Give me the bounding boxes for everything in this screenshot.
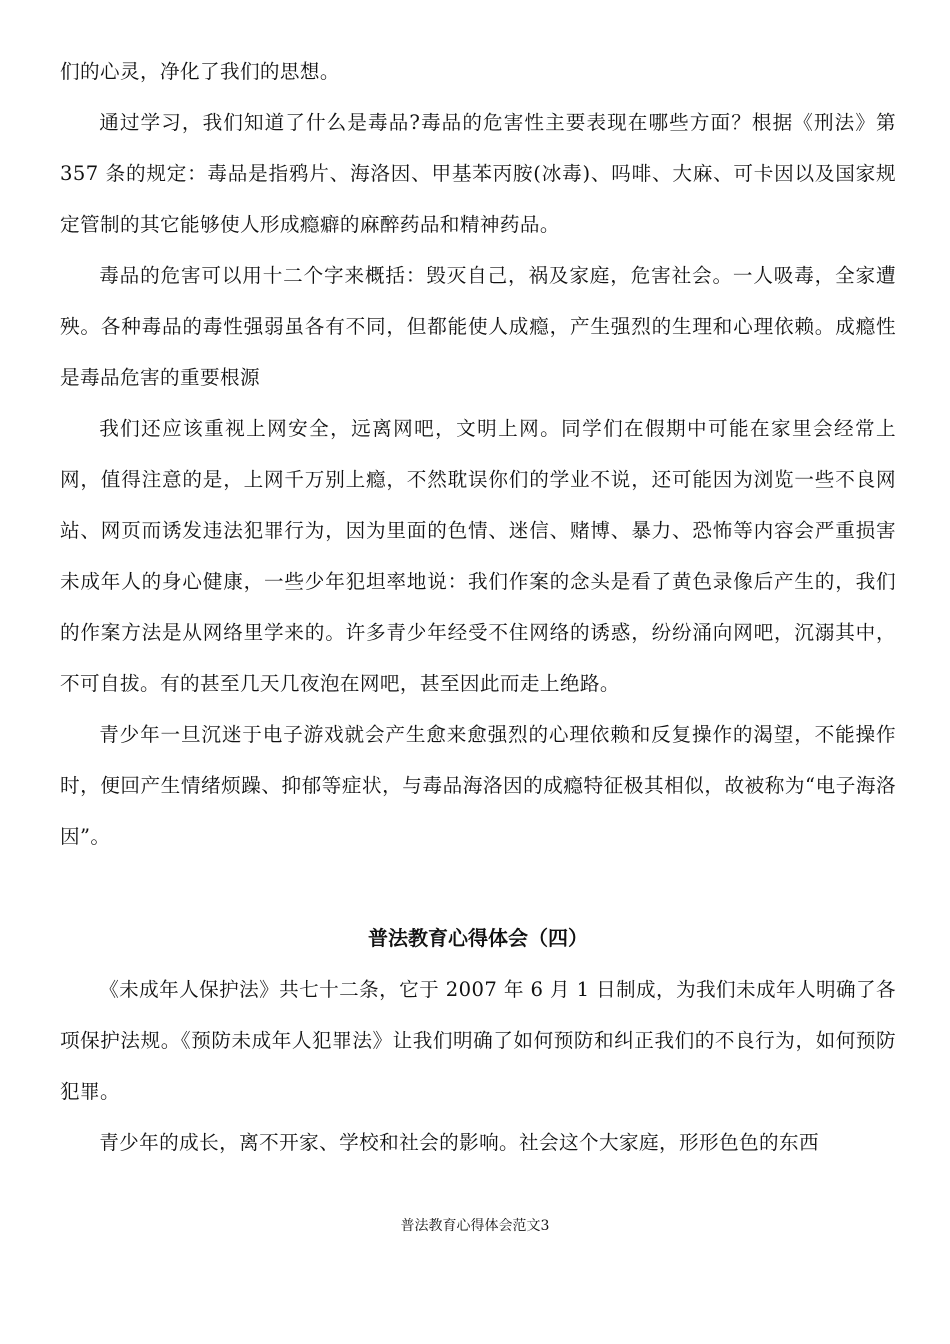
paragraph-drug-harm: 毒品的危害可以用十二个字来概括：毁灭自己，祸及家庭，危害社会。一人吸毒，全家遭殃。各种毒品的毒性强弱虽各有不同，但都能使人成瘾，产生强烈的生理和心理依赖。成瘾性是毒品危害的重要根源 [60,264,896,389]
document-body [60,46,896,1168]
section-spacer [60,862,896,913]
section-heading: 普法教育心得体会（四） [368,926,588,950]
paragraph-electronic-games: 青少年一旦沉迷于电子游戏就会产生愈来愈强烈的心理依赖和反复操作的渴望，不能操作时，便回产生情绪烦躁、抑郁等症状，与毒品海洛因的成瘾特征极其相似，故被称为“电子海洛因”。 [60,723,896,848]
paragraph-youth-growth: 青少年的成长，离不开家、学校和社会的影响。社会这个大家庭，形形色色的东西 [99,1131,819,1154]
page-footer: 普法教育心得体会范文3 [400,1218,550,1234]
paragraph-minors-protection-law: 《未成年人保护法》共七十二条，它于 2007 年 6 月 1 日制成，为我们未成年人明确了各项保护法规。《预防未成年人犯罪法》让我们明确了如何预防和纠正我们的不良行为，如何预防犯罪。 [60,978,896,1103]
paragraph-continuation: 们的心灵，净化了我们的思想。 [60,60,340,83]
paragraph-internet-safety: 我们还应该重视上网安全，远离网吧，文明上网。同学们在假期中可能在家里会经常上网，值得注意的是，上网千万别上瘾，不然耽误你们的学业不说，还可能因为浏览一些不良网站、网页而诱发违法犯罪行为，因为里面的色情、迷信、赌博、暴力、恐怖等内容会严重损害未成年人的身心健康，一些少年犯坦率地说：我们作案的念头是看了黄色录像后产生的，我们的作案方法是从网络里学来的。许多青少年经受不住网络的诱惑，纷纷涌向网吧，沉溺其中，不可自拔。有的甚至几天几夜泡在网吧，甚至因此而走上绝路。 [60,417,896,695]
paragraph-drug-definition: 通过学习，我们知道了什么是毒品?毒品的危害性主要表现在哪些方面？根据《刑法》第 357 条的规定：毒品是指鸦片、海洛因、甲基苯丙胺(冰毒)、吗啡、大麻、可卡因以及国家规定管制的其它能够使人形成瘾癖的麻醉药品和精神药品。 [60,111,896,236]
